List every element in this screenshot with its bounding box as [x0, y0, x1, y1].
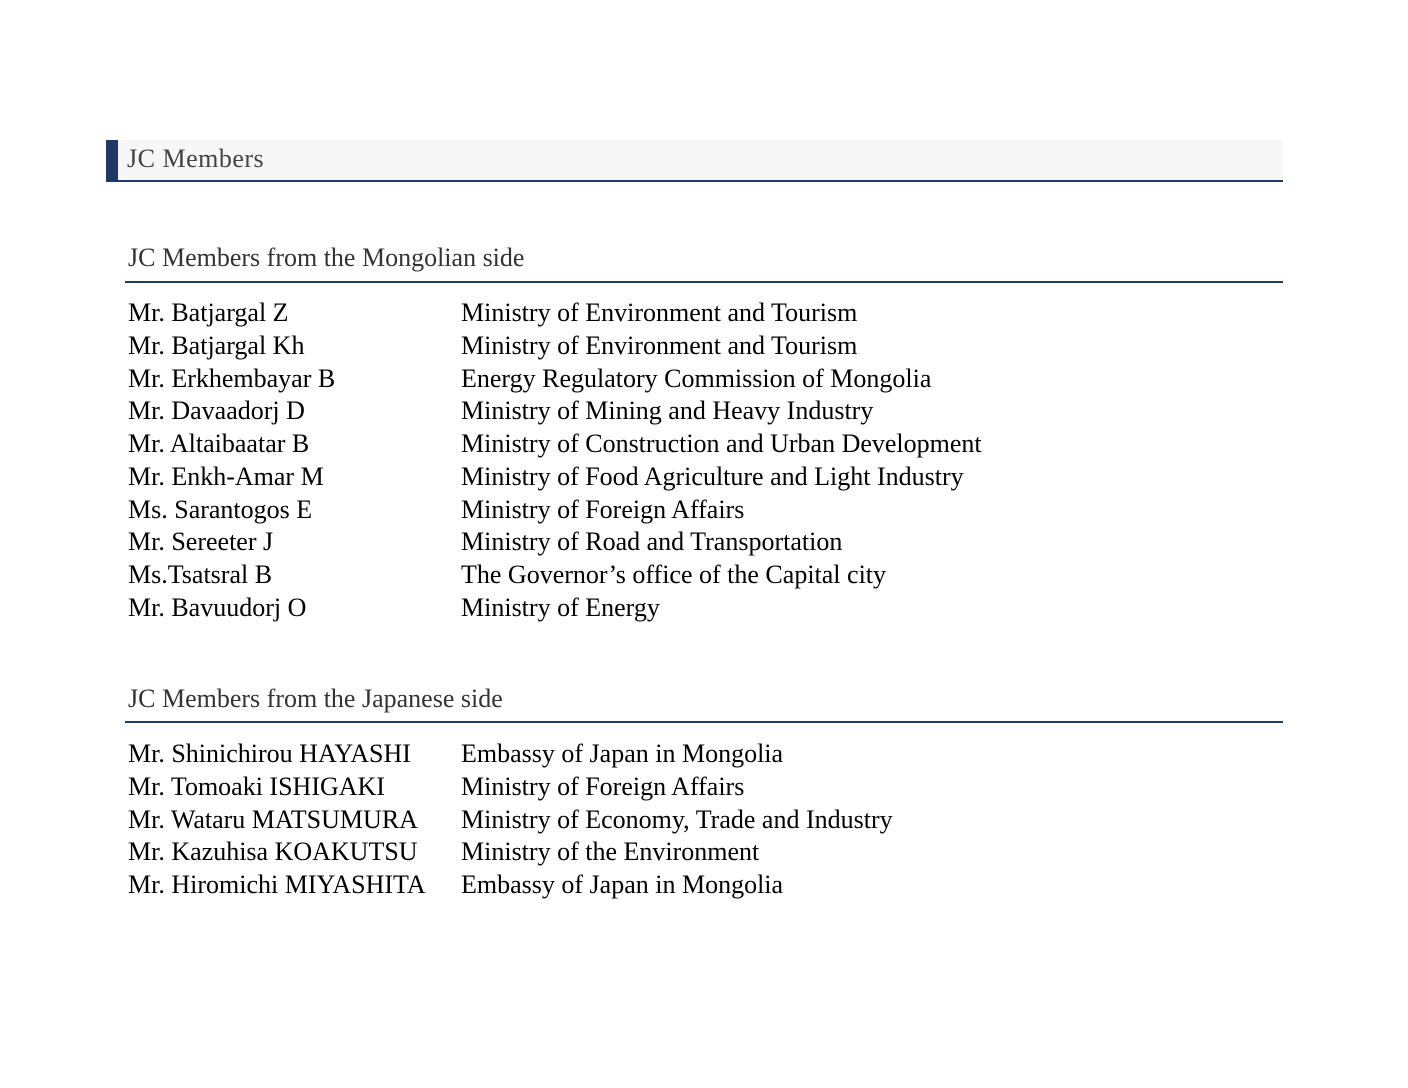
member-organization: Energy Regulatory Commission of Mongolia [461, 363, 932, 393]
member-name: Mr. Wataru MATSUMURA [128, 804, 418, 834]
member-organization: Ministry of Road and Transportation [461, 527, 843, 557]
member-name: Ms.Tsatsral B [128, 560, 273, 589]
member-row [128, 363, 1128, 396]
member-organization: Ministry of Construction and Urban Development [461, 429, 982, 458]
member-organization: Ministry of Foreign Affairs [461, 771, 745, 801]
member-organization: Ministry of Foreign Affairs [461, 494, 745, 524]
mongolian-section-title: JC Members from the Mongolian side [128, 243, 525, 272]
member-name: Mr. Batjargal Z [128, 298, 289, 327]
member-organization: Ministry of Economy, Trade and Industry [461, 804, 893, 834]
member-row [128, 461, 1128, 494]
member-row [128, 526, 1128, 559]
member-row [128, 738, 1128, 771]
member-name: Mr. Sereeter J [128, 527, 274, 557]
member-organization: Ministry of Food Agriculture and Light Industry [461, 461, 964, 491]
member-name: Mr. Hiromichi MIYASHITA [128, 870, 426, 899]
member-organization: Ministry of Energy [461, 592, 660, 622]
mongolian-section-divider [125, 281, 1283, 283]
member-organization: The Governor’s office of the Capital city [461, 560, 887, 589]
member-name: Mr. Erkhembayar B [128, 363, 336, 393]
mongolian-member-list [128, 297, 1128, 625]
member-name: Mr. Shinichirou HAYASHI [128, 739, 411, 768]
member-name: Mr. Kazuhisa KOAKUTSU [128, 837, 418, 867]
member-organization: Ministry of the Environment [461, 837, 760, 867]
member-name: Mr. Enkh-Amar M [128, 461, 324, 491]
member-organization: Ministry of Environment and Tourism [461, 298, 858, 327]
member-name: Mr. Batjargal Kh [128, 330, 305, 360]
japanese-section-title: JC Members from the Japanese side [128, 684, 503, 713]
member-row [128, 428, 1128, 461]
member-row [128, 771, 1128, 804]
member-name: Mr. Tomoaki ISHIGAKI [128, 771, 385, 801]
member-organization: Embassy of Japan in Mongolia [461, 870, 784, 899]
member-row [128, 804, 1128, 837]
japanese-section-divider [125, 721, 1283, 723]
japanese-member-list [128, 738, 1128, 902]
member-row [128, 494, 1128, 527]
member-name: Ms. Sarantogos E [128, 494, 313, 524]
member-organization: Embassy of Japan in Mongolia [461, 739, 784, 768]
member-row [128, 297, 1128, 330]
member-organization: Ministry of Environment and Tourism [461, 330, 858, 360]
member-row [128, 592, 1128, 625]
page-title: JC Members [127, 144, 265, 173]
member-name: Mr. Bavuudorj O [128, 592, 307, 622]
page-header [106, 140, 1283, 182]
member-row [128, 869, 1128, 902]
member-name: Mr. Davaadorj D [128, 396, 305, 426]
header-accent-bar [106, 140, 118, 182]
member-row [128, 395, 1128, 428]
member-row [128, 559, 1128, 592]
member-row [128, 836, 1128, 869]
member-row [128, 330, 1128, 363]
member-name: Mr. Altaibaatar B [128, 429, 310, 458]
member-organization: Ministry of Mining and Heavy Industry [461, 396, 874, 426]
